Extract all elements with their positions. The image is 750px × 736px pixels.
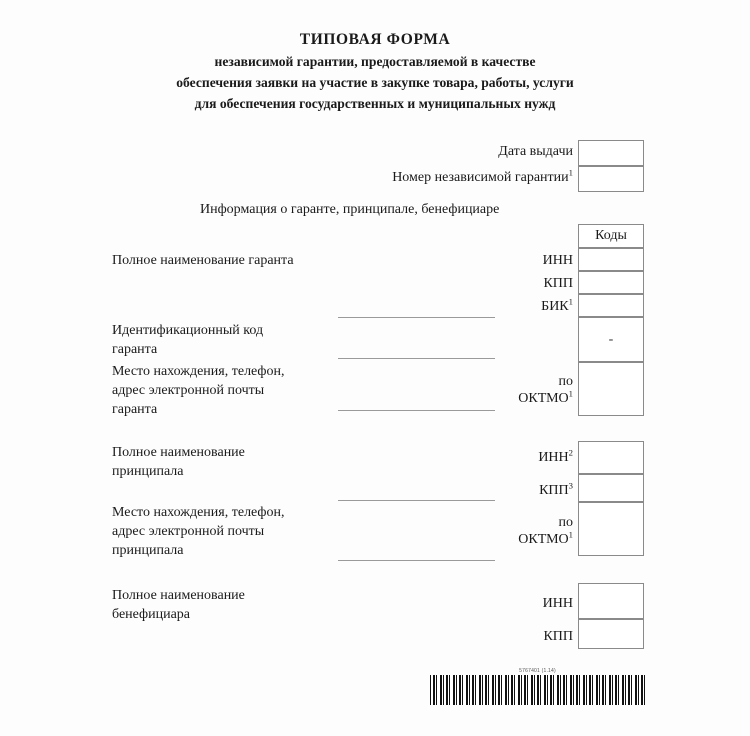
guarantor-inn-input[interactable] xyxy=(578,248,644,271)
guarantor-address-rule[interactable] xyxy=(338,410,495,411)
subtitle-line-1: независимой гарантии, предоставляемой в качестве xyxy=(214,54,536,70)
principal-inn-label: ИНН$^2$ xyxy=(538,447,573,465)
principal-name-label: Полное наименование принципала xyxy=(112,445,245,479)
footnote-ref: 1 xyxy=(568,296,573,307)
page-title: ТИПОВАЯ ФОРМА xyxy=(299,31,451,48)
beneficiary-kpp-label: КПП xyxy=(543,629,573,644)
footnote-ref: 1 xyxy=(568,167,573,178)
beneficiary-kpp-input[interactable] xyxy=(578,619,644,649)
principal-kpp-label: КПП$^3$ xyxy=(539,480,573,498)
guarantor-id-code-rule-2[interactable] xyxy=(338,358,495,359)
form-subtitle xyxy=(0,52,750,114)
guarantor-name-label: Полное наименование гаранта xyxy=(112,253,294,268)
guarantor-bik-label: БИК$^1$ xyxy=(541,296,573,314)
principal-address-label: Место нахождения, телефон, адрес электронной почты принципала xyxy=(112,505,285,558)
subtitle-line-3: для обеспечения государственных и муниципальных нужд xyxy=(194,95,556,111)
footnote-ref: 2 xyxy=(568,447,573,458)
footnote-ref: 3 xyxy=(568,480,573,491)
guarantee-number-input[interactable] xyxy=(578,166,644,192)
barcode xyxy=(430,668,645,705)
beneficiary-name-label: Полное наименование бенефициара xyxy=(112,588,245,622)
guarantor-inn-label: ИНН xyxy=(542,253,573,268)
principal-address-rule-1[interactable] xyxy=(338,500,495,501)
guarantor-kpp-input[interactable] xyxy=(578,271,644,294)
section-caption: Информация о гаранте, принципале, бенефициаре xyxy=(200,202,500,217)
principal-oktmo-label: по ОКТМО$^1$ xyxy=(518,515,573,547)
barcode-caption: 5767401 (1.14) xyxy=(519,668,556,674)
beneficiary-inn-label: ИНН xyxy=(542,596,573,611)
guarantor-address-label: Место нахождения, телефон, адрес электронной почты гаранта xyxy=(112,364,285,417)
guarantor-id-code-rule-1[interactable] xyxy=(338,317,495,318)
issue-date-input[interactable] xyxy=(578,140,644,166)
principal-address-rule-2[interactable] xyxy=(338,560,495,561)
principal-inn-input[interactable] xyxy=(578,441,644,474)
guarantee-number-label: Номер независимой гарантии$^1$ xyxy=(392,167,573,185)
guarantor-id-code-label: Идентификационный код гаранта xyxy=(112,323,264,357)
principal-oktmo-input[interactable] xyxy=(578,502,644,556)
guarantor-bik-input[interactable] xyxy=(578,294,644,317)
guarantor-oktmo-label: по ОКТМО$^1$ xyxy=(518,374,573,406)
barcode-bars xyxy=(430,675,645,705)
guarantor-kpp-label: КПП xyxy=(543,276,573,291)
beneficiary-inn-input[interactable] xyxy=(578,583,644,619)
codes-column-header: Коды xyxy=(578,224,644,248)
guarantor-oktmo-input[interactable] xyxy=(578,362,644,416)
footnote-ref: 1 xyxy=(568,528,573,539)
title-block xyxy=(0,30,750,114)
subtitle-line-2: обеспечения заявки на участие в закупке товара, работы, услуги xyxy=(176,75,574,91)
guarantor-id-code-input[interactable]: - xyxy=(578,317,644,362)
issue-date-label: Дата выдачи xyxy=(498,144,573,159)
principal-kpp-input[interactable] xyxy=(578,474,644,502)
footnote-ref: 1 xyxy=(568,387,573,398)
